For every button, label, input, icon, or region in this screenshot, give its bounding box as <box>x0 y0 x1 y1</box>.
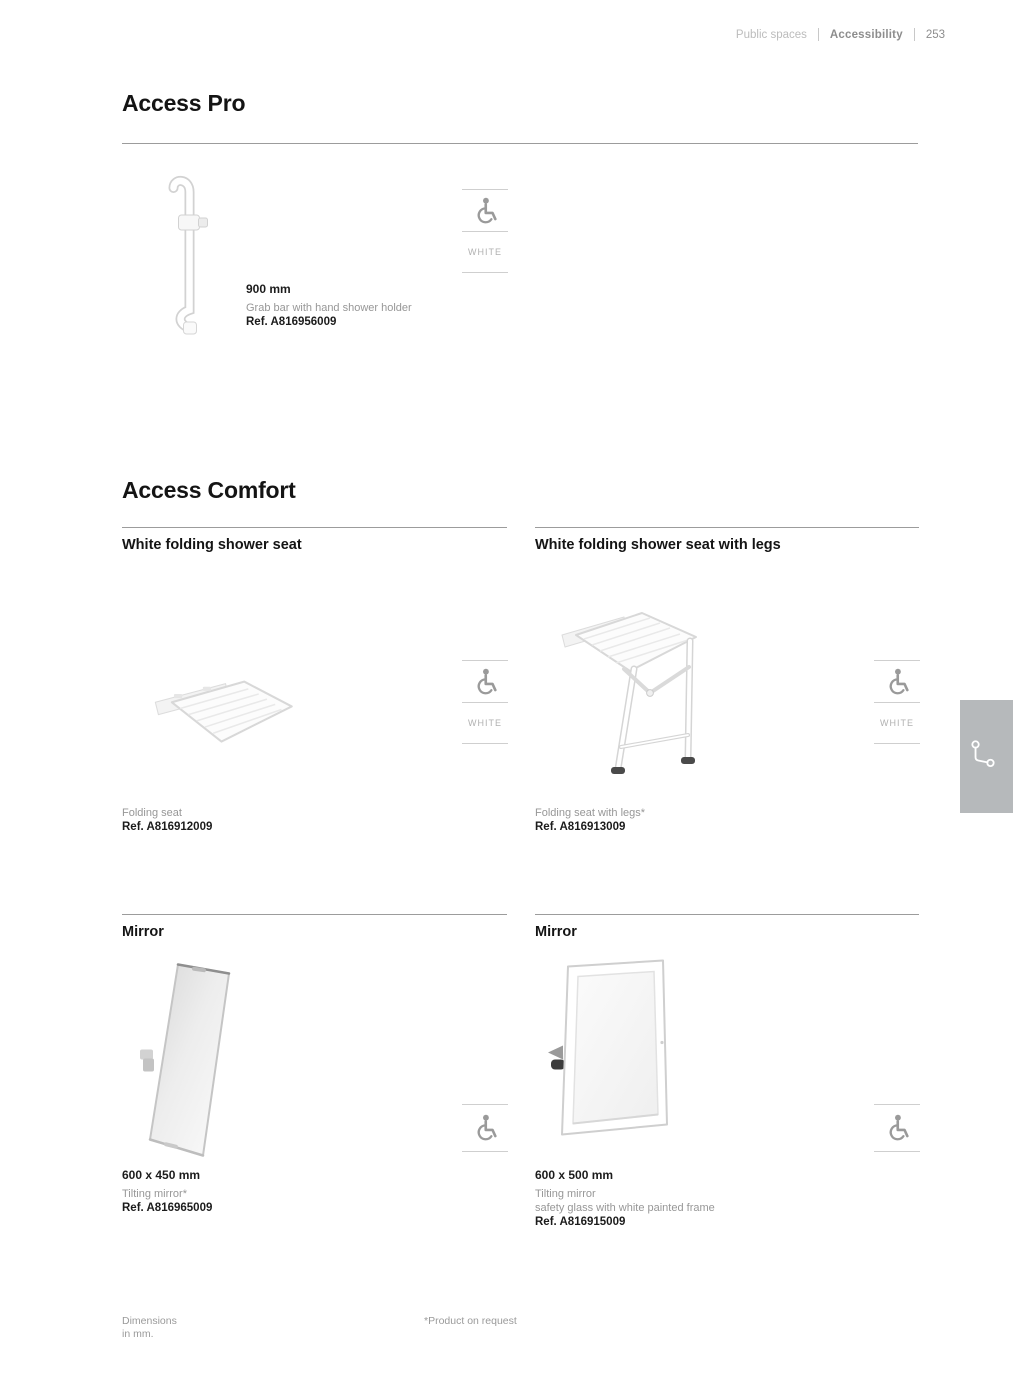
breadcrumb-divider <box>818 28 819 41</box>
finish-label: WHITE <box>468 718 502 728</box>
product-ref: Ref. A816915009 <box>535 1216 626 1228</box>
product-ref: Ref. A816965009 <box>122 1202 213 1214</box>
folding-seat-with-legs-product-image <box>554 596 714 788</box>
product-name: Tilting mirror* <box>122 1188 187 1200</box>
breadcrumb-active: Accessibility <box>829 28 903 41</box>
subsection-title: White folding shower seat <box>122 537 302 553</box>
page-number: 253 <box>925 28 945 41</box>
wheelchair-icon <box>874 1105 920 1151</box>
finish-label: WHITE <box>880 718 914 728</box>
product-info <box>122 1168 212 1215</box>
wheelchair-icon <box>462 661 508 702</box>
product-description: safety glass with white painted frame <box>535 1202 715 1214</box>
product-info <box>122 806 212 834</box>
column-divider <box>535 914 919 915</box>
subsection-title: Mirror <box>122 924 164 940</box>
product-ref: Ref. A816913009 <box>535 821 626 833</box>
folding-seat-product-image <box>145 652 300 767</box>
finish-badge <box>462 660 508 744</box>
badge-divider <box>874 1151 920 1152</box>
column-divider <box>122 527 507 528</box>
breadcrumb <box>736 28 945 41</box>
product-info <box>246 282 412 329</box>
chapter-edge-tab <box>960 700 1013 813</box>
product-info <box>535 806 645 834</box>
product-size: 600 x 500 mm <box>535 1168 614 1182</box>
badge-divider <box>462 272 508 273</box>
dimensions-note-line1: Dimensions <box>122 1315 177 1327</box>
dimensions-note-line2: in mm. <box>122 1328 154 1340</box>
subsection-title: White folding shower seat with legs <box>535 537 781 553</box>
breadcrumb-divider <box>914 28 915 41</box>
product-name: Folding seat <box>122 807 182 819</box>
product-size: 900 mm <box>246 282 291 296</box>
breadcrumb-section: Public spaces <box>735 28 807 41</box>
accessibility-badge <box>874 1104 920 1152</box>
badge-divider <box>462 743 508 744</box>
finish-label: WHITE <box>468 247 502 257</box>
badge-divider <box>874 743 920 744</box>
badge-divider <box>462 1151 508 1152</box>
tilting-mirror-product-image <box>140 956 240 1164</box>
product-name: Grab bar with hand shower holder <box>246 302 412 314</box>
grab-bar-product-image <box>135 152 250 352</box>
product-size: 600 x 450 mm <box>122 1168 201 1182</box>
product-name: Folding seat with legs* <box>535 807 646 819</box>
framed-tilting-mirror-product-image <box>548 956 673 1152</box>
product-ref: Ref. A816912009 <box>122 821 213 833</box>
wheelchair-icon <box>462 190 508 231</box>
column-divider <box>122 914 507 915</box>
wheelchair-icon <box>874 661 920 702</box>
section-title-access-pro: Access Pro <box>122 90 246 116</box>
product-name: Tilting mirror <box>535 1188 596 1200</box>
subsection-title: Mirror <box>535 924 577 940</box>
column-divider <box>535 527 919 528</box>
grab-bar-icon <box>967 738 999 768</box>
accessibility-badge <box>462 1104 508 1152</box>
section-divider <box>122 143 918 144</box>
dimensions-note <box>122 1315 177 1341</box>
finish-badge <box>462 189 508 273</box>
product-info <box>535 1168 715 1229</box>
section-title-access-comfort: Access Comfort <box>122 477 296 503</box>
wheelchair-icon <box>462 1105 508 1151</box>
product-on-request-note: *Product on request <box>424 1315 517 1327</box>
product-ref: Ref. A816956009 <box>246 316 337 328</box>
finish-badge <box>874 660 920 744</box>
